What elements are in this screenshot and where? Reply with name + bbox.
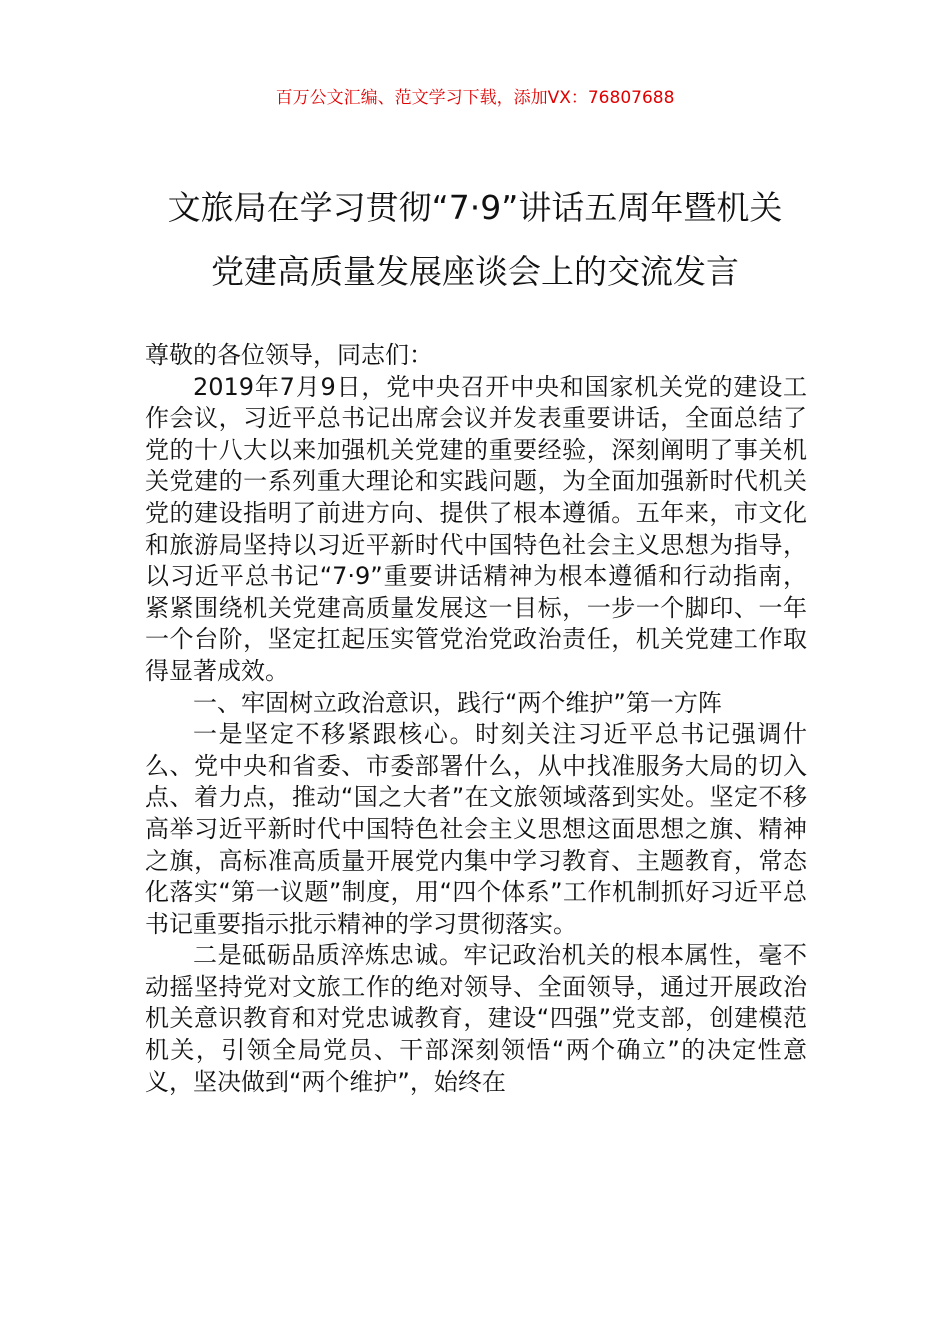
paragraph-point-2: 二是砥砺品质淬炼忠诚。牢记政治机关的根本属性，毫不动摇坚持党对文旅工作的绝对领导、全面领导，通过开展政治机关意识教育和对党忠诚教育，建设“四强”党支部，创建模范机关，引领全局党员、干部深刻领悟“两个确立”的决定性意义，坚决做到“两个维护”，始终在 — [145, 941, 807, 1096]
header-promo-note: 百万公文汇编、范文学习下载，添加VX：76807688 — [275, 88, 675, 108]
title-line-2: 党建高质量发展座谈会上的交流发言 — [211, 252, 739, 291]
document-body — [145, 340, 807, 1098]
salutation: 尊敬的各位领导，同志们： — [145, 341, 433, 369]
title-line-1: 文旅局在学习贯彻“7·9”讲话五周年暨机关 — [167, 188, 783, 227]
paragraph-intro: 2019年7月9日，党中央召开中央和国家机关党的建设工作会议，习近平总书记出席会议并发表重要讲话，全面总结了党的十八大以来加强机关党建的重要经验，深刻阐明了事关机关党建的一系列重大理论和实践问题，为全面加强新时代机关党的建设指明了前进方向、提供了根本遵循。五年来，市文化和旅游局坚持以习近平新时代中国特色社会主义思想为指导，以习近平总书记“7·9”重要讲话精神为根本遵循和行动指南，紧紧围绕机关党建高质量发展这一目标，一步一个脚印、一年一个台阶，坚定扛起压实管党治党政治责任，机关党建工作取得显著成效。 — [145, 372, 807, 685]
document-title — [100, 176, 850, 304]
paragraph-point-1: 一是坚定不移紧跟核心。时刻关注习近平总书记强调什么、党中央和省委、市委部署什么，从中找准服务大局的切入点、着力点，推动“国之大者”在文旅领域落到实处。坚定不移高举习近平新时代中国特色社会主义思想这面思想之旗、精神之旗，高标准高质量开展党内集中学习教育、主题教育，常态化落实“第一议题”制度，用“四个体系”工作机制抓好习近平总书记重要指示批示精神的学习贯彻落实。 — [145, 720, 807, 938]
section-heading-1: 一、牢固树立政治意识，践行“两个维护”第一方阵 — [193, 688, 722, 717]
